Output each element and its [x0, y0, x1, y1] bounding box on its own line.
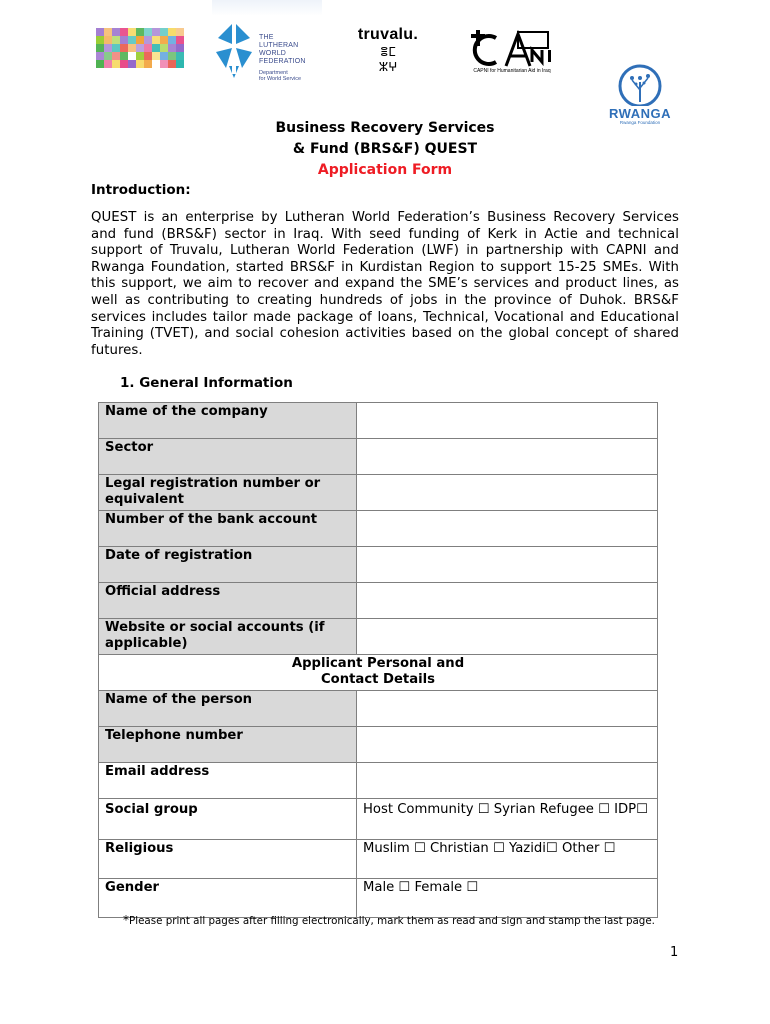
mosaic-tile — [128, 44, 136, 52]
truvalu-glyph-line-1: ⴻⵎ — [380, 45, 396, 59]
mosaic-tile — [112, 60, 120, 68]
intro-paragraph: QUEST is an enterprise by Lutheran World Federation’s Business Recovery Services and fund (BRS&F) sector in Iraq. With seed funding of Kerk in Actie and technical support of Truvalu, Lutheran World Federation (LWF) in partnership with CAPNI and Rwanga Foundation, started BRS&F in Kurdistan Region to support 15-25 SMEs. With this support, we aim to recover and expand the SME’s services and product lines, as well as contributing to creating hundreds of jobs in the province of Duhok. BRS&F services includes tailor made package of loans, Technical, Vocational and Educational Training (TVET), and social cohesion activities based on the global concept of shared futures. — [91, 210, 679, 358]
mosaic-tile — [112, 28, 120, 36]
lwf-sub-2: for World Service — [259, 76, 302, 82]
mosaic-tile — [168, 44, 176, 52]
label-social-group: Social group — [99, 799, 357, 840]
partner-logos — [0, 0, 770, 130]
person-name-field[interactable] — [357, 691, 658, 727]
mosaic-tile — [168, 36, 176, 44]
label-registration-date: Date of registration — [99, 547, 357, 583]
table-row — [99, 475, 658, 511]
mosaic-tile — [120, 52, 128, 60]
table-row — [99, 547, 658, 583]
tree-icon — [602, 64, 678, 106]
mosaic-tile — [104, 60, 112, 68]
mosaic-tile — [136, 28, 144, 36]
mosaic-tile — [104, 52, 112, 60]
social-group-options[interactable]: Host Community ☐ Syrian Refugee ☐ IDP☐ — [357, 799, 658, 840]
mosaic-tile — [152, 44, 160, 52]
mosaic-tile — [144, 28, 152, 36]
table-row — [99, 799, 658, 840]
label-religious: Religious — [99, 840, 357, 879]
religious-options[interactable]: Muslim ☐ Christian ☐ Yazidi☐ Other ☐ — [357, 840, 658, 879]
mosaic-tile — [176, 52, 184, 60]
mosaic-tile — [120, 36, 128, 44]
table-row — [99, 403, 658, 439]
rwanga-word: RWANGA — [609, 106, 671, 121]
label-website: Website or social accounts (if applicable) — [99, 619, 357, 655]
company-name-field[interactable] — [357, 403, 658, 439]
table-row — [99, 840, 658, 879]
capni-logo — [466, 30, 558, 76]
note-text: Please print all pages after filling electronically, mark them as read and sign and stamp the last page. — [129, 915, 655, 927]
mosaic-tile — [176, 28, 184, 36]
mosaic-tile — [120, 44, 128, 52]
lwf-line-3: WORLD — [259, 50, 287, 57]
mosaic-tile — [160, 52, 168, 60]
mosaic-tile — [168, 52, 176, 60]
doc-title-line-1: Business Recovery Services — [275, 120, 495, 136]
label-sector: Sector — [99, 439, 357, 475]
mosaic-tile — [128, 60, 136, 68]
mosaic-tile — [136, 36, 144, 44]
mosaic-tile — [152, 28, 160, 36]
mosaic-tile — [96, 28, 104, 36]
lwf-sub-1: Department — [259, 70, 288, 76]
mosaic-tile — [112, 52, 120, 60]
mosaic-tile — [168, 60, 176, 68]
mosaic-tile — [112, 44, 120, 52]
registration-date-field[interactable] — [357, 547, 658, 583]
table-row — [99, 511, 658, 547]
table-row — [99, 879, 658, 918]
mosaic-tile — [144, 60, 152, 68]
table-row — [99, 655, 658, 691]
mosaic-tile — [136, 44, 144, 52]
official-address-field[interactable] — [357, 583, 658, 619]
capni-mark-icon — [466, 30, 558, 68]
label-person-name: Name of the person — [99, 691, 357, 727]
applicant-details-header — [99, 655, 658, 691]
label-telephone: Telephone number — [99, 727, 357, 763]
table-row — [99, 619, 658, 655]
lwf-line-1: THE — [259, 34, 274, 41]
note-asterisk: * — [123, 913, 129, 927]
table-row — [99, 583, 658, 619]
label-company-name: Name of the company — [99, 403, 357, 439]
truvalu-logo — [348, 26, 428, 76]
section-heading-general-information: 1. General Information — [120, 375, 293, 391]
mosaic-tile — [128, 52, 136, 60]
mosaic-tile — [136, 60, 144, 68]
table-row — [99, 691, 658, 727]
mosaic-tile — [104, 36, 112, 44]
legal-registration-field[interactable] — [357, 475, 658, 511]
website-field[interactable] — [357, 619, 658, 655]
rwanga-tag: Rwanga Foundation — [619, 120, 661, 125]
mosaic-tile — [160, 44, 168, 52]
mosaic-tile — [176, 60, 184, 68]
mosaic-tile — [128, 28, 136, 36]
label-legal-registration: Legal registration number or equivalent — [99, 475, 357, 511]
mosaic-tile — [96, 52, 104, 60]
mosaic-tile — [176, 36, 184, 44]
mosaic-tile — [152, 36, 160, 44]
kerk-in-actie-logo — [96, 28, 184, 68]
label-gender: Gender — [99, 879, 357, 918]
lwf-emblem-icon — [212, 16, 256, 84]
mosaic-tile — [120, 60, 128, 68]
truvalu-word: truvalu. — [357, 26, 419, 43]
mosaic-tile — [128, 36, 136, 44]
truvalu-glyph-line-2: ⵣⵖ — [378, 60, 398, 74]
mosaic-tile — [144, 52, 152, 60]
applicant-details-header-text: Applicant Personal and Contact Details — [291, 656, 465, 687]
table-row — [99, 439, 658, 475]
page-number: 1 — [670, 945, 679, 960]
sector-field[interactable] — [357, 439, 658, 475]
mosaic-tile — [136, 52, 144, 60]
mosaic-tile — [152, 52, 160, 60]
mosaic-tile — [152, 60, 160, 68]
rwanga-logo — [602, 64, 678, 126]
label-email: Email address — [99, 763, 357, 799]
label-bank-account: Number of the bank account — [99, 511, 357, 547]
bank-account-field[interactable] — [357, 511, 658, 547]
mosaic-tile — [160, 60, 168, 68]
mosaic-tile — [96, 44, 104, 52]
mosaic-tile — [176, 44, 184, 52]
lwf-line-4: FEDERATION — [259, 58, 306, 65]
mosaic-tile — [104, 44, 112, 52]
gender-options[interactable]: Male ☐ Female ☐ — [357, 879, 658, 918]
label-official-address: Official address — [99, 583, 357, 619]
mosaic-tile — [96, 60, 104, 68]
lwf-line-2: LUTHERAN — [259, 42, 299, 49]
mosaic-tile — [144, 44, 152, 52]
mosaic-tile — [120, 28, 128, 36]
mosaic-tile — [160, 28, 168, 36]
telephone-field[interactable] — [357, 727, 658, 763]
doc-title-line-3: Application Form — [317, 162, 453, 178]
email-field[interactable] — [357, 763, 658, 799]
footer-note — [123, 913, 655, 927]
mosaic-tile — [160, 36, 168, 44]
mosaic-tile — [104, 28, 112, 36]
table-row — [99, 727, 658, 763]
doc-title-line-2: & Fund (BRS&F) QUEST — [292, 141, 478, 157]
table-row — [99, 763, 658, 799]
logo-fade — [212, 0, 322, 16]
capni-caption: CAPNI for Humanitarian Aid in Iraq — [473, 68, 551, 74]
mosaic-tile — [144, 36, 152, 44]
lwf-logo — [212, 16, 322, 84]
mosaic-tile — [112, 36, 120, 44]
mosaic-tile — [96, 36, 104, 44]
mosaic-tile — [168, 28, 176, 36]
intro-heading: Introduction: — [91, 182, 191, 198]
general-information-table — [98, 402, 658, 918]
